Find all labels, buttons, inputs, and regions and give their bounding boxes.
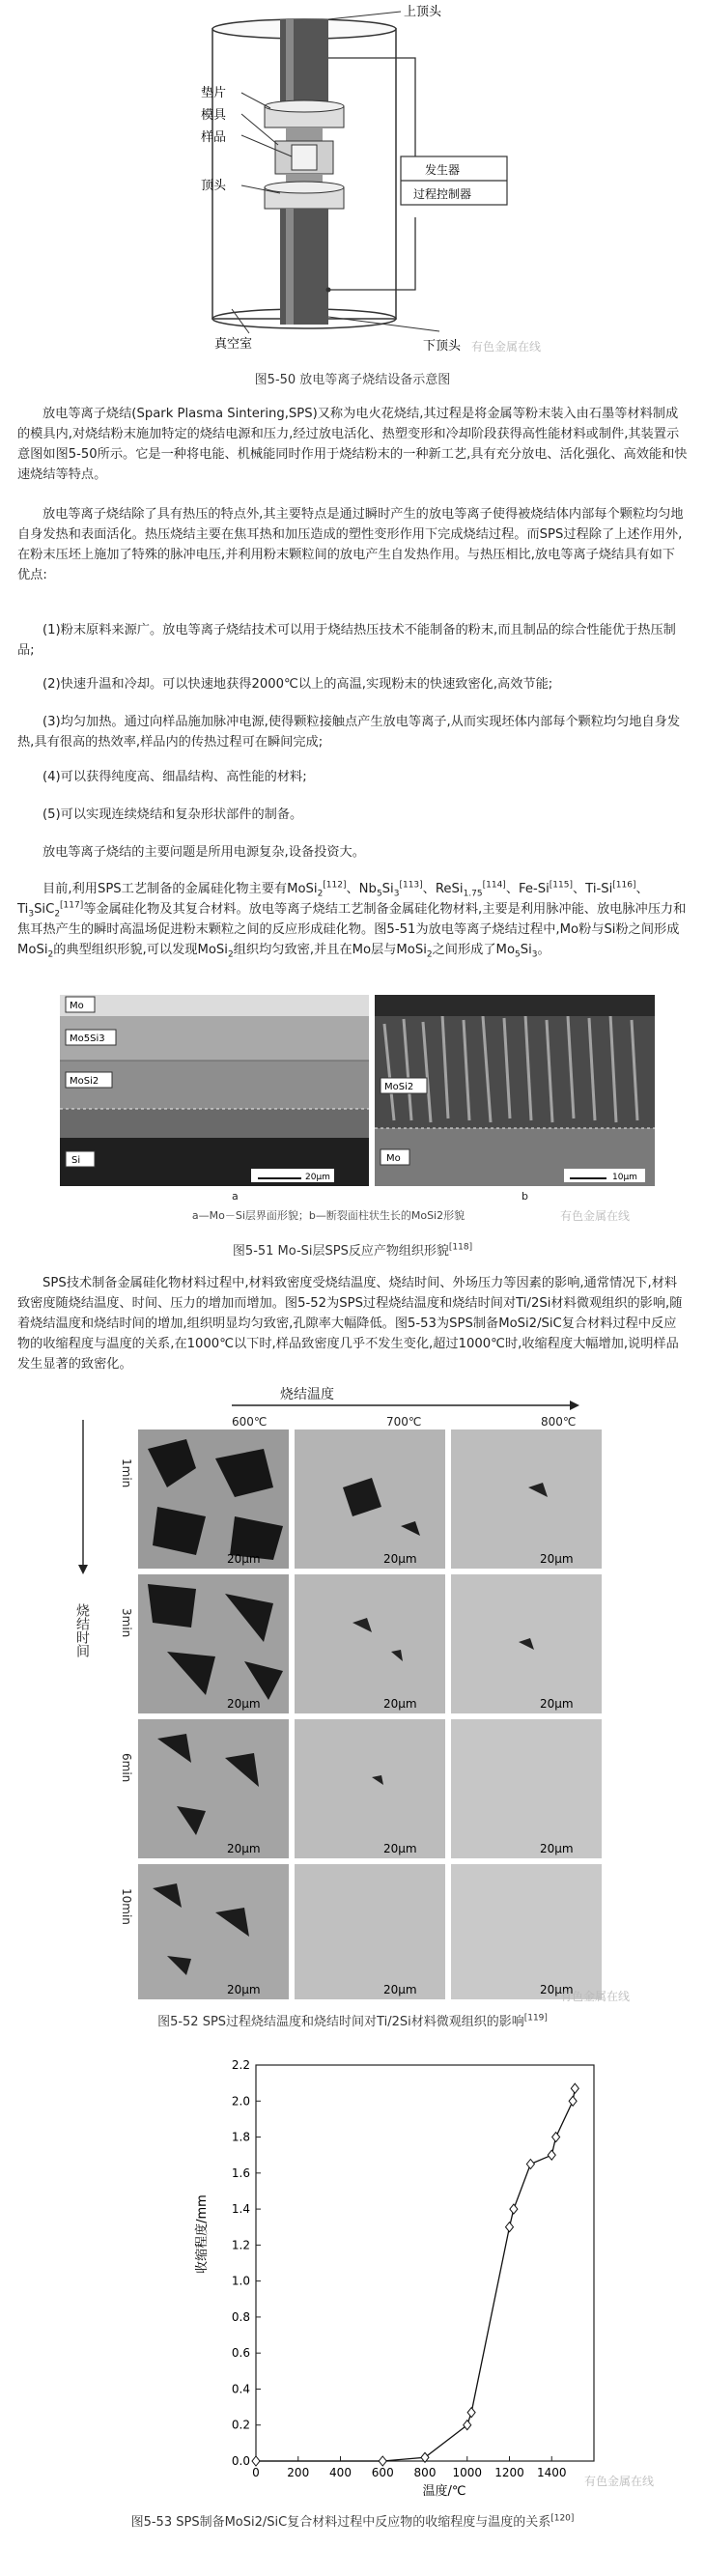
paragraph-advantage-3: (3)均匀加热。通过向样品施加脉冲电源,使得颗粒接触点产生放电等离子,从而实现坯体内部每个颗粒均匀地自身发热,具有很高的热效率,样品内的传热过程可在瞬间完成;: [17, 715, 681, 750]
label-si: Si: [71, 1155, 81, 1166]
x-tick-label: 200: [287, 2466, 310, 2479]
y-tick-label: 2.0: [231, 2094, 250, 2109]
figure-caption-5-51: 图5-51 Mo-Si层SPS反应产物组织形貌[118]: [232, 1242, 473, 1259]
x-tick-label: 1400: [536, 2466, 567, 2479]
paragraph-advantage-2: (2)快速升温和冷却。可以快速地获得2000℃以上的高温,实现粉末的快速致密化,高效节能;: [42, 677, 553, 692]
scale-bar-label: 20μm: [305, 1173, 330, 1182]
y-tick-label: 0.0: [231, 2454, 250, 2468]
data-point: [252, 2456, 260, 2466]
label-generator: 发生器: [425, 163, 461, 177]
x-axis-label: 温度/℃: [422, 2484, 466, 2499]
y-tick-label: 1.8: [231, 2130, 250, 2144]
mosi2-fracture-micrograph: [375, 995, 655, 1186]
data-point: [548, 2150, 555, 2160]
micrograph-800-10min: [451, 1864, 602, 1999]
data-point: [506, 2222, 514, 2232]
scale-bar: 20μm: [383, 1842, 417, 1855]
micrograph-700-6min: [295, 1719, 445, 1858]
time-label-10min: 10min: [120, 1888, 133, 1925]
temp-label-700: 700℃: [386, 1415, 422, 1429]
x-tick-label: 1000: [452, 2466, 483, 2479]
y-tick-label: 0.6: [231, 2346, 250, 2361]
micrograph-700-10min: [295, 1864, 445, 1999]
micrograph-600-1min: [138, 1430, 289, 1569]
y-tick-label: 0.2: [231, 2418, 250, 2432]
figure-5-52-side-label: 烧结时间: [74, 1603, 90, 1657]
figure-caption-5-50: 图5-50 放电等离子烧结设备示意图: [254, 373, 451, 387]
scale-bar: 20μm: [227, 1983, 261, 1996]
side-arrow: [77, 1420, 89, 1574]
paragraph-advantage-5: (5)可以实现连续烧结和复杂形状部件的制备。: [42, 807, 303, 822]
data-point: [569, 2096, 577, 2106]
watermark: 有色金属在线: [471, 340, 542, 354]
paragraph-problem: 放电等离子烧结的主要问题是所用电源复杂,设备投资大。: [42, 845, 365, 860]
y-tick-label: 1.2: [231, 2238, 250, 2252]
label-sample: 样品: [201, 130, 227, 145]
y-tick-label: 1.0: [231, 2274, 250, 2288]
temp-label-600: 600℃: [232, 1415, 268, 1429]
mo-si-interface-micrograph: [60, 995, 369, 1186]
scale-bar: 20μm: [540, 1842, 574, 1855]
paragraph-features: 放电等离子烧结除了具有热压的特点外,其主要特点是通过瞬时产生的放电等离子使得被烧结体内部每个颗粒均匀地自身发热和表面活化。热压烧结主要在焦耳热和加压造成的塑性变形作用下完成烧结过程。而SPS过程除了上述作用外,在粉末压坯上施加了特殊的脉冲电压,并利用粉末颗粒间的放电产生自发热作用。与热压相比,放电等离子烧结具有如下优点:: [17, 507, 684, 582]
x-tick-label: 0: [252, 2466, 260, 2479]
data-point: [467, 2408, 475, 2418]
time-label-6min: 6min: [120, 1753, 133, 1783]
y-axis-label: 收缩程度/mm: [195, 2194, 210, 2274]
watermark: 有色金属在线: [560, 1990, 631, 2003]
label-vacuum-chamber: 真空室: [214, 337, 253, 352]
micrograph-grid: [138, 1430, 602, 1999]
figure-5-52-header: 烧结温度: [280, 1387, 334, 1402]
micrograph-800-1min: [451, 1430, 602, 1569]
y-tick-label: 2.2: [231, 2058, 250, 2072]
subfigure-b-label: b: [522, 1190, 528, 1203]
subfigure-caption-5-51: a—Mo－Si层界面形貌；b—断裂面柱状生长的MoSi2形貌: [191, 1209, 465, 1222]
data-point: [571, 2083, 578, 2093]
header-arrow: [232, 1401, 579, 1410]
micrograph-700-1min: [295, 1430, 445, 1569]
figure-caption-5-52: 图5-52 SPS过程烧结温度和烧结时间对Ti/2Si材料微观组织的影响[119]: [157, 2013, 548, 2029]
x-tick-label: 400: [329, 2466, 352, 2479]
data-point: [464, 2420, 471, 2430]
micrograph-600-3min: [138, 1574, 289, 1713]
micrograph-600-10min: [138, 1864, 289, 1999]
paragraph-advantage-1: (1)粉末原料来源广。放电等离子烧结技术可以用于烧结热压技术不能制备的粉末,而且制品的综合性能优于热压制品;: [17, 623, 676, 658]
data-point: [526, 2160, 534, 2169]
paragraph-sps-density: SPS技术制备金属硅化物材料过程中,材料致密度受烧结温度、烧结时间、外场压力等因素的影响,通常情况下,材料致密度随烧结温度、时间、压力的增加而增加。图5-52为SPS过程烧结温度和烧结时间对Ti/2Si材料微观组织的影响,随着烧结温度和烧结时间的增加,组织明显均匀致密,孔隙率大幅降低。图5-53为SPS制备MoSi2/SiC复合材料过程中反应物的收缩程度与温度的关系,在1000℃以下时,样品致密度几乎不发生变化,超过1000℃时,收缩程度大幅增加,说明样品发生显著的致密化。: [17, 1276, 683, 1372]
x-tick-label: 600: [371, 2466, 394, 2479]
micrograph-800-3min: [451, 1574, 602, 1713]
subfigure-a-label: a: [232, 1190, 239, 1203]
scale-bar: 20μm: [227, 1842, 261, 1855]
y-tick-label: 0.8: [231, 2309, 250, 2324]
scale-bar: 20μm: [540, 1983, 574, 1996]
time-label-3min: 3min: [120, 1608, 133, 1638]
figure-caption-5-53: 图5-53 SPS制备MoSi2/SiC复合材料过程中反应物的收缩程度与温度的关系[120]: [130, 2513, 575, 2530]
label-mosi2-right: MoSi2: [384, 1082, 414, 1092]
micrograph-800-6min: [451, 1719, 602, 1858]
y-tick-label: 1.4: [231, 2202, 250, 2217]
paragraph-advantage-4: (4)可以获得纯度高、细晶结构、高性能的材料;: [42, 770, 307, 784]
scale-bar: 20μm: [383, 1983, 417, 1996]
data-point: [379, 2456, 386, 2466]
label-mosi2: MoSi2: [70, 1076, 99, 1087]
scale-bar-label-right: 10μm: [612, 1173, 637, 1182]
x-tick-label: 800: [413, 2466, 437, 2479]
x-tick-label: 1200: [494, 2466, 524, 2479]
label-plunger: 顶头: [201, 179, 227, 193]
label-controller: 过程控制器: [413, 187, 472, 201]
watermark: 有色金属在线: [584, 2475, 655, 2488]
shrinkage-temperature-chart: [188, 2055, 613, 2509]
series-line-shrinkage: [256, 2088, 575, 2461]
label-mo-right: Mo: [386, 1153, 401, 1164]
y-tick-label: 0.4: [231, 2382, 250, 2396]
scale-bar: 20μm: [540, 1552, 574, 1566]
chart-frame: [256, 2065, 594, 2461]
micrograph-700-3min: [295, 1574, 445, 1713]
label-mo5si3: Mo5Si3: [70, 1033, 105, 1044]
sps-apparatus-diagram: [193, 0, 512, 359]
label-die: 模具: [201, 108, 227, 123]
scale-bar: 20μm: [227, 1697, 261, 1711]
label-mo: Mo: [70, 1001, 84, 1011]
temp-label-800: 800℃: [541, 1415, 577, 1429]
y-tick-label: 1.6: [231, 2166, 250, 2180]
paragraph-intro: 放电等离子烧结(Spark Plasma Sintering,SPS)又称为电火花烧结,其过程是将金属等粉末装入由石墨等材料制成的模具内,对烧结粉末施加特定的烧结电源和压力,经过放电活化、热塑变形和冷却阶段获得高性能材料或制件,其装置示意图如图5-50所示。它是一种将电能、机械能同时作用于烧结粉末的一种新工艺,具有充分放电、活化强化、高效能和快速烧结等特点。: [17, 407, 688, 482]
micrograph-600-6min: [138, 1719, 289, 1858]
label-spacer: 垫片: [201, 86, 227, 100]
scale-bar: 20μm: [227, 1552, 261, 1566]
data-point: [510, 2204, 518, 2214]
label-bottom-head: 下顶头: [423, 339, 462, 354]
scale-bar: 20μm: [383, 1697, 417, 1711]
label-top-head: 上顶头: [404, 5, 442, 19]
scale-bar: 20μm: [540, 1697, 574, 1711]
scale-bar: 20μm: [383, 1552, 417, 1566]
data-point: [552, 2133, 560, 2142]
paragraph-sps-silicides: 目前,利用SPS工艺制备的金属硅化物主要有MoSi$_2$[112]、$Nb_5Si_3[113]$、ReSi$_{1.75}$[114]、Fe-Si[115]、Ti-Si[116]、$Ti_3SiC_2[117]$等金属硅化物及其复合材料。放电等离子烧结工艺制备金属硅化物材料,主要是利用脉冲能、放电脉冲压力和焦耳热产生的瞬时高温场促进粉末颗粒之间的反应形成硅化物。图5-51为放电等离子烧结过程中,Mo粉与Si粉之间形成MoSi$_2$的典型组织形貌,可以发现MoSi$_2$组织均匀致密,并且在Mo层与MoSi$_2$之间形成了$Mo_5Si_3$。: [17, 880, 687, 960]
watermark: 有色金属在线: [560, 1209, 631, 1223]
time-label-1min: 1min: [120, 1458, 133, 1488]
